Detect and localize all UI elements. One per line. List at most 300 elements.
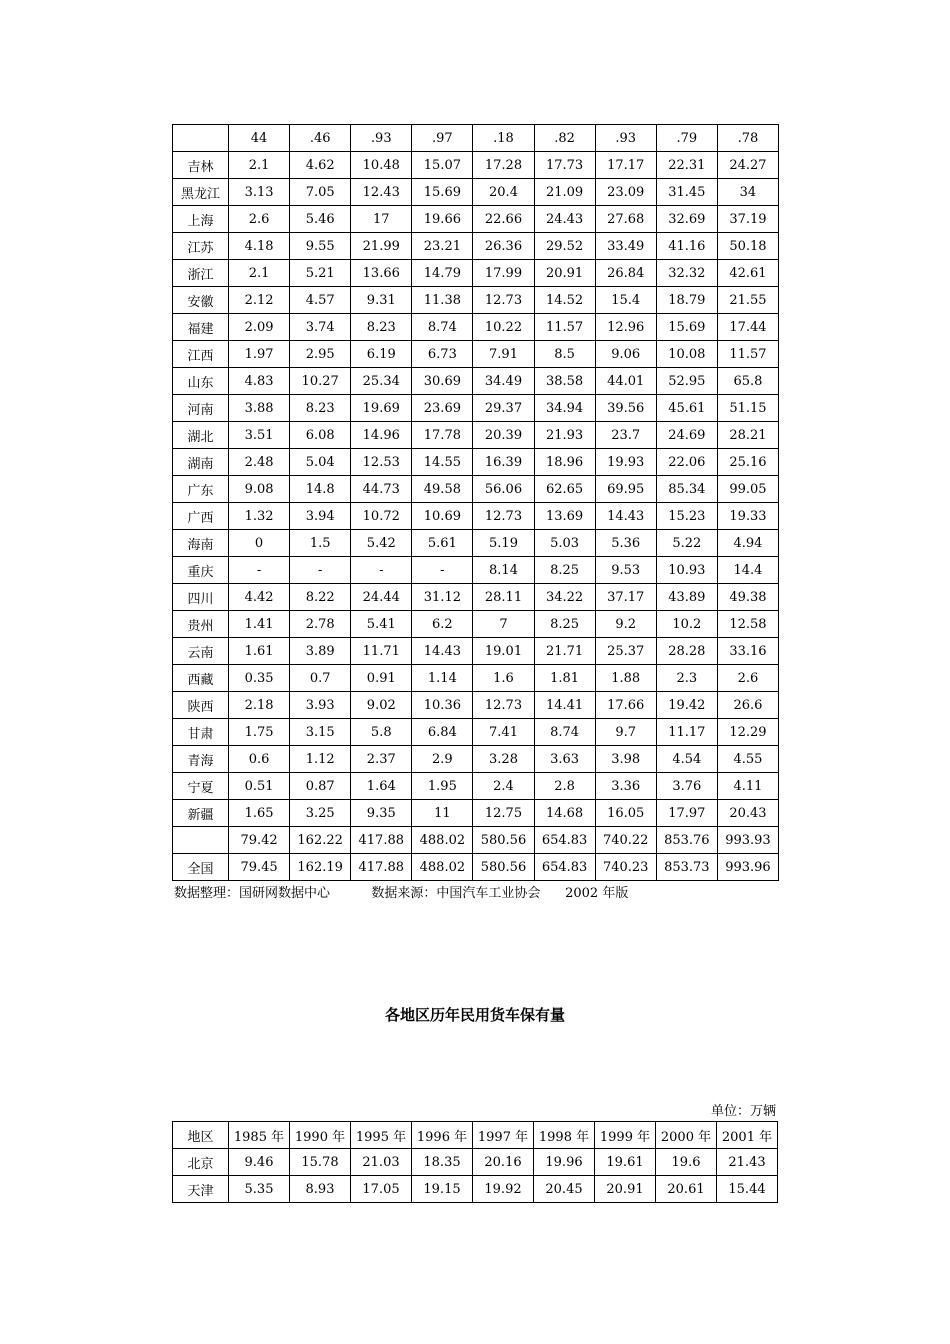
value-cell: 22.66 (473, 206, 534, 233)
value-cell: 29.52 (534, 233, 595, 260)
region-cell: 新疆 (173, 800, 229, 827)
value-cell: 1.5 (290, 530, 351, 557)
value-cell: 5.8 (351, 719, 412, 746)
value-cell: 21.03 (351, 1149, 412, 1176)
value-cell: 17.99 (473, 260, 534, 287)
value-cell: 22.06 (656, 449, 717, 476)
value-cell: 1.64 (351, 773, 412, 800)
value-cell: 17.66 (595, 692, 656, 719)
value-cell: 1.97 (229, 341, 290, 368)
value-cell: 3.51 (229, 422, 290, 449)
value-cell: 5.61 (412, 530, 473, 557)
value-cell: 13.66 (351, 260, 412, 287)
value-cell: 993.93 (717, 827, 778, 854)
value-cell: 19.6 (656, 1149, 717, 1176)
value-cell: 162.19 (290, 854, 351, 881)
table-header-row (173, 125, 779, 152)
value-cell: 17.73 (534, 152, 595, 179)
value-cell: 4.54 (656, 746, 717, 773)
table-row (173, 368, 779, 395)
value-cell: 19.01 (473, 638, 534, 665)
value-cell: 15.69 (656, 314, 717, 341)
region-cell: 天津 (173, 1176, 229, 1203)
value-cell: 853.76 (656, 827, 717, 854)
value-cell: 42.61 (717, 260, 778, 287)
value-cell: 38.58 (534, 368, 595, 395)
value-cell: 654.83 (534, 827, 595, 854)
value-cell: 7.91 (473, 341, 534, 368)
value-cell: 19.93 (595, 449, 656, 476)
region-cell: 湖北 (173, 422, 229, 449)
header-cell: .93 (595, 125, 656, 152)
value-cell: 27.68 (595, 206, 656, 233)
value-cell: 740.23 (595, 854, 656, 881)
value-cell: 6.84 (412, 719, 473, 746)
value-cell: 2.1 (229, 260, 290, 287)
value-cell: 9.31 (351, 287, 412, 314)
table-row (173, 719, 779, 746)
value-cell: 5.04 (290, 449, 351, 476)
value-cell: 14.68 (534, 800, 595, 827)
value-cell: 12.29 (717, 719, 778, 746)
value-cell: 488.02 (412, 827, 473, 854)
value-cell: 21.55 (717, 287, 778, 314)
table-row (173, 530, 779, 557)
table-header-row (173, 1122, 778, 1149)
value-cell: 30.69 (412, 368, 473, 395)
value-cell: 3.89 (290, 638, 351, 665)
table-row (173, 449, 779, 476)
value-cell: 0.87 (290, 773, 351, 800)
value-cell: 26.6 (717, 692, 778, 719)
region-cell: 海南 (173, 530, 229, 557)
value-cell: 15.4 (595, 287, 656, 314)
value-cell: 6.08 (290, 422, 351, 449)
header-cell: .46 (290, 125, 351, 152)
value-cell: 15.78 (290, 1149, 351, 1176)
value-cell: 17.97 (656, 800, 717, 827)
value-cell: 853.73 (656, 854, 717, 881)
value-cell: 34.22 (534, 584, 595, 611)
table-row (173, 1176, 778, 1203)
value-cell: 1.95 (412, 773, 473, 800)
value-cell: 5.19 (473, 530, 534, 557)
value-cell: 19.33 (717, 503, 778, 530)
region-cell: 陕西 (173, 692, 229, 719)
region-cell: 甘肃 (173, 719, 229, 746)
table-row (173, 665, 779, 692)
table-row (173, 557, 779, 584)
header-cell: 2001 年 (717, 1122, 778, 1149)
value-cell: 56.06 (473, 476, 534, 503)
value-cell: 6.2 (412, 611, 473, 638)
value-cell: 0.7 (290, 665, 351, 692)
value-cell: 32.32 (656, 260, 717, 287)
value-cell: - (290, 557, 351, 584)
value-cell: 580.56 (473, 827, 534, 854)
value-cell: 1.75 (229, 719, 290, 746)
table-row (173, 152, 779, 179)
value-cell: 2.09 (229, 314, 290, 341)
value-cell: 18.35 (412, 1149, 473, 1176)
table-row (173, 773, 779, 800)
value-cell: 21.09 (534, 179, 595, 206)
unit-label: 单位：万辆 (710, 1104, 776, 1119)
value-cell: 1.65 (229, 800, 290, 827)
header-cell: .18 (473, 125, 534, 152)
value-cell: 3.28 (473, 746, 534, 773)
value-cell: 20.45 (534, 1176, 595, 1203)
header-cell: .82 (534, 125, 595, 152)
value-cell: 2.48 (229, 449, 290, 476)
value-cell: 1.41 (229, 611, 290, 638)
value-cell: 5.42 (351, 530, 412, 557)
value-cell: 15.44 (717, 1176, 778, 1203)
value-cell: 5.36 (595, 530, 656, 557)
value-cell: 11.71 (351, 638, 412, 665)
value-cell: 12.73 (473, 692, 534, 719)
header-cell: .79 (656, 125, 717, 152)
value-cell: 15.07 (412, 152, 473, 179)
value-cell: 20.61 (656, 1176, 717, 1203)
value-cell: 8.93 (290, 1176, 351, 1203)
region-cell: 西藏 (173, 665, 229, 692)
value-cell: 49.38 (717, 584, 778, 611)
value-cell: 2.6 (229, 206, 290, 233)
region-cell: 广东 (173, 476, 229, 503)
table-row (173, 314, 779, 341)
table-row (173, 233, 779, 260)
value-cell: 8.23 (290, 395, 351, 422)
value-cell: 3.36 (595, 773, 656, 800)
value-cell: 1.32 (229, 503, 290, 530)
value-cell: 65.8 (717, 368, 778, 395)
header-cell: 2000 年 (656, 1122, 717, 1149)
region-cell: 山东 (173, 368, 229, 395)
value-cell: 25.34 (351, 368, 412, 395)
value-cell: 79.45 (229, 854, 290, 881)
value-cell: 7.05 (290, 179, 351, 206)
vehicle-stock-table-continued (172, 124, 779, 881)
value-cell: - (412, 557, 473, 584)
value-cell: 24.27 (717, 152, 778, 179)
value-cell: 51.15 (717, 395, 778, 422)
value-cell: 18.96 (534, 449, 595, 476)
value-cell: 11.17 (656, 719, 717, 746)
region-cell: 吉林 (173, 152, 229, 179)
region-cell: 河南 (173, 395, 229, 422)
value-cell: 8.25 (534, 557, 595, 584)
value-cell: 8.74 (412, 314, 473, 341)
value-cell: 21.93 (534, 422, 595, 449)
region-cell: 云南 (173, 638, 229, 665)
value-cell: 31.12 (412, 584, 473, 611)
value-cell: 12.75 (473, 800, 534, 827)
value-cell: 20.4 (473, 179, 534, 206)
value-cell: 0.35 (229, 665, 290, 692)
value-cell: 2.37 (351, 746, 412, 773)
header-cell: 地区 (173, 1122, 229, 1149)
header-cell: 1998 年 (534, 1122, 595, 1149)
table-row (173, 854, 779, 881)
value-cell: 37.19 (717, 206, 778, 233)
header-cell: .97 (412, 125, 473, 152)
value-cell: 580.56 (473, 854, 534, 881)
value-cell: 24.44 (351, 584, 412, 611)
value-cell: 3.94 (290, 503, 351, 530)
value-cell: 9.02 (351, 692, 412, 719)
header-cell: 1997 年 (473, 1122, 534, 1149)
value-cell: 14.8 (290, 476, 351, 503)
truck-stock-table (172, 1121, 778, 1203)
value-cell: 3.63 (534, 746, 595, 773)
region-cell: 福建 (173, 314, 229, 341)
value-cell: 44.73 (351, 476, 412, 503)
value-cell: 10.22 (473, 314, 534, 341)
header-cell: 1990 年 (290, 1122, 351, 1149)
region-cell (173, 827, 229, 854)
value-cell: 19.42 (656, 692, 717, 719)
value-cell: 5.03 (534, 530, 595, 557)
value-cell: 2.12 (229, 287, 290, 314)
value-cell: 2.6 (717, 665, 778, 692)
value-cell: 19.69 (351, 395, 412, 422)
value-cell: 79.42 (229, 827, 290, 854)
value-cell: 34 (717, 179, 778, 206)
value-cell: 33.49 (595, 233, 656, 260)
header-cell (173, 125, 229, 152)
value-cell: 9.35 (351, 800, 412, 827)
value-cell: 3.74 (290, 314, 351, 341)
value-cell: 4.11 (717, 773, 778, 800)
value-cell: 23.69 (412, 395, 473, 422)
value-cell: - (351, 557, 412, 584)
region-cell: 重庆 (173, 557, 229, 584)
value-cell: 1.14 (412, 665, 473, 692)
value-cell: 4.18 (229, 233, 290, 260)
value-cell: 23.09 (595, 179, 656, 206)
value-cell: 17.44 (717, 314, 778, 341)
value-cell: 740.22 (595, 827, 656, 854)
table-row (173, 584, 779, 611)
value-cell: 8.14 (473, 557, 534, 584)
value-cell: 2.3 (656, 665, 717, 692)
header-cell: 1996 年 (412, 1122, 473, 1149)
table-row (173, 746, 779, 773)
value-cell: 17 (351, 206, 412, 233)
value-cell: 14.52 (534, 287, 595, 314)
value-cell: 20.91 (534, 260, 595, 287)
value-cell: 12.96 (595, 314, 656, 341)
table-row (173, 692, 779, 719)
source-note: 数据整理：国研网数据中心 数据来源：中国汽车工业协会 2002 年版 (174, 886, 629, 901)
value-cell: 44.01 (595, 368, 656, 395)
value-cell: 5.41 (351, 611, 412, 638)
value-cell: 417.88 (351, 854, 412, 881)
value-cell: 19.66 (412, 206, 473, 233)
region-cell: 广西 (173, 503, 229, 530)
value-cell: 488.02 (412, 854, 473, 881)
value-cell: 19.15 (412, 1176, 473, 1203)
value-cell: 20.39 (473, 422, 534, 449)
value-cell: 11.57 (717, 341, 778, 368)
value-cell: 0 (229, 530, 290, 557)
value-cell: 14.96 (351, 422, 412, 449)
value-cell: 654.83 (534, 854, 595, 881)
value-cell: 23.7 (595, 422, 656, 449)
value-cell: 14.79 (412, 260, 473, 287)
value-cell: 2.9 (412, 746, 473, 773)
value-cell: 25.37 (595, 638, 656, 665)
value-cell: 12.73 (473, 287, 534, 314)
value-cell: 6.73 (412, 341, 473, 368)
value-cell: 9.46 (229, 1149, 290, 1176)
value-cell: 0.91 (351, 665, 412, 692)
value-cell: 34.94 (534, 395, 595, 422)
value-cell: 2.1 (229, 152, 290, 179)
table-row (173, 503, 779, 530)
value-cell: 4.42 (229, 584, 290, 611)
table-row (173, 827, 779, 854)
value-cell: 12.53 (351, 449, 412, 476)
value-cell: 10.72 (351, 503, 412, 530)
value-cell: 417.88 (351, 827, 412, 854)
value-cell: 14.43 (595, 503, 656, 530)
value-cell: 21.43 (717, 1149, 778, 1176)
value-cell: 9.7 (595, 719, 656, 746)
value-cell: 10.69 (412, 503, 473, 530)
value-cell: 45.61 (656, 395, 717, 422)
region-cell: 江苏 (173, 233, 229, 260)
value-cell: 1.61 (229, 638, 290, 665)
value-cell: 4.57 (290, 287, 351, 314)
value-cell: 5.35 (229, 1176, 290, 1203)
value-cell: 11.38 (412, 287, 473, 314)
region-cell: 贵州 (173, 611, 229, 638)
value-cell: 25.16 (717, 449, 778, 476)
value-cell: 22.31 (656, 152, 717, 179)
value-cell: 26.36 (473, 233, 534, 260)
value-cell: 1.6 (473, 665, 534, 692)
value-cell: 5.46 (290, 206, 351, 233)
value-cell: 8.25 (534, 611, 595, 638)
value-cell: 24.69 (656, 422, 717, 449)
value-cell: 12.58 (717, 611, 778, 638)
header-cell: .93 (351, 125, 412, 152)
value-cell: 29.37 (473, 395, 534, 422)
region-cell: 全国 (173, 854, 229, 881)
value-cell: 3.15 (290, 719, 351, 746)
value-cell: 28.21 (717, 422, 778, 449)
value-cell: 20.16 (473, 1149, 534, 1176)
value-cell: 10.2 (656, 611, 717, 638)
value-cell: 7 (473, 611, 534, 638)
value-cell: 7.41 (473, 719, 534, 746)
header-cell: 44 (229, 125, 290, 152)
value-cell: 31.45 (656, 179, 717, 206)
value-cell: 2.18 (229, 692, 290, 719)
value-cell: 12.43 (351, 179, 412, 206)
value-cell: 17.78 (412, 422, 473, 449)
value-cell: 33.16 (717, 638, 778, 665)
region-cell: 北京 (173, 1149, 229, 1176)
table-title: 各地区历年民用货车保有量 (384, 1006, 565, 1024)
value-cell: 9.2 (595, 611, 656, 638)
value-cell: 28.28 (656, 638, 717, 665)
value-cell: 26.84 (595, 260, 656, 287)
value-cell: 993.96 (717, 854, 778, 881)
value-cell: 19.96 (534, 1149, 595, 1176)
region-cell: 安徽 (173, 287, 229, 314)
value-cell: 11 (412, 800, 473, 827)
header-cell: 1999 年 (595, 1122, 656, 1149)
value-cell: 41.16 (656, 233, 717, 260)
value-cell: 10.08 (656, 341, 717, 368)
table-row (173, 422, 779, 449)
value-cell: 4.83 (229, 368, 290, 395)
table-row (173, 206, 779, 233)
value-cell: 14.43 (412, 638, 473, 665)
value-cell: 2.4 (473, 773, 534, 800)
value-cell: 2.8 (534, 773, 595, 800)
value-cell: 8.23 (351, 314, 412, 341)
value-cell: 14.4 (717, 557, 778, 584)
value-cell: 8.22 (290, 584, 351, 611)
header-cell: 1985 年 (229, 1122, 290, 1149)
value-cell: 3.88 (229, 395, 290, 422)
value-cell: 17.05 (351, 1176, 412, 1203)
value-cell: 34.49 (473, 368, 534, 395)
value-cell: 14.55 (412, 449, 473, 476)
value-cell: 2.95 (290, 341, 351, 368)
value-cell: 3.25 (290, 800, 351, 827)
table-row (173, 395, 779, 422)
region-cell: 浙江 (173, 260, 229, 287)
region-cell: 宁夏 (173, 773, 229, 800)
value-cell: 1.81 (534, 665, 595, 692)
value-cell: 1.88 (595, 665, 656, 692)
value-cell: 6.19 (351, 341, 412, 368)
region-cell: 江西 (173, 341, 229, 368)
region-cell: 上海 (173, 206, 229, 233)
value-cell: 9.55 (290, 233, 351, 260)
value-cell: 13.69 (534, 503, 595, 530)
value-cell: 9.53 (595, 557, 656, 584)
value-cell: 162.22 (290, 827, 351, 854)
value-cell: 62.65 (534, 476, 595, 503)
value-cell: 11.57 (534, 314, 595, 341)
value-cell: 21.99 (351, 233, 412, 260)
value-cell: 1.12 (290, 746, 351, 773)
table-row (173, 287, 779, 314)
value-cell: 15.23 (656, 503, 717, 530)
value-cell: 9.08 (229, 476, 290, 503)
region-cell: 四川 (173, 584, 229, 611)
table-row (173, 476, 779, 503)
header-cell: 1995 年 (351, 1122, 412, 1149)
value-cell: 15.69 (412, 179, 473, 206)
value-cell: 21.71 (534, 638, 595, 665)
region-cell: 湖南 (173, 449, 229, 476)
value-cell: 3.98 (595, 746, 656, 773)
value-cell: 85.34 (656, 476, 717, 503)
value-cell: 20.43 (717, 800, 778, 827)
value-cell: 5.22 (656, 530, 717, 557)
value-cell: 14.41 (534, 692, 595, 719)
value-cell: 9.06 (595, 341, 656, 368)
value-cell: 2.78 (290, 611, 351, 638)
value-cell: 5.21 (290, 260, 351, 287)
